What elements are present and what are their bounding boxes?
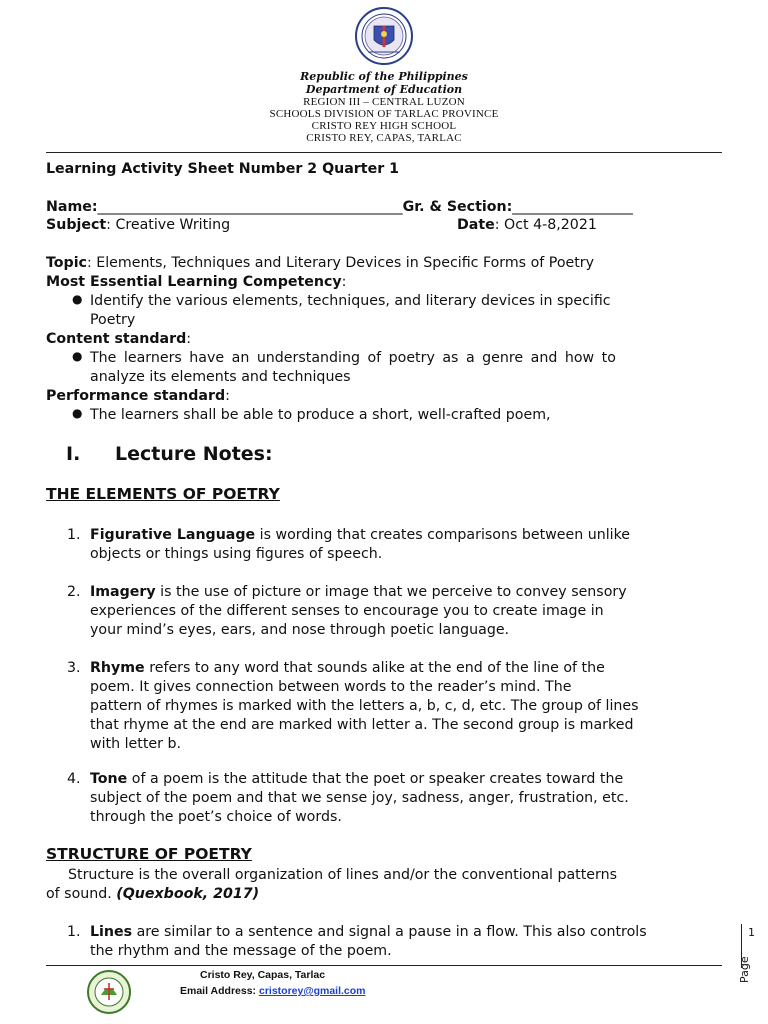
list-item-line: [90, 526, 722, 545]
list-item-line: your mind’s eyes, ears, and nose through poetic language.: [90, 622, 510, 638]
melc-bullet-line2: Poetry: [90, 312, 136, 328]
list-item-text: is wording that creates comparisons between unlike: [255, 527, 631, 543]
section-numeral: I.: [66, 443, 81, 465]
footer-email-label: Email Address:: [180, 985, 259, 997]
structure-line1: Structure is the overall organization of lines and/or the conventional patterns: [68, 867, 618, 883]
structure-line2: [46, 885, 259, 904]
list-item-text: refers to any word that sounds alike at the end of the line of the: [144, 660, 605, 676]
list-item-line: with letter b.: [90, 736, 181, 752]
page-label: Page: [738, 956, 751, 983]
content-standard-colon: :: [186, 331, 192, 347]
footer-email-link[interactable]: cristorey@gmail.com: [258, 985, 366, 997]
content-standard-line1: The learners have an understanding of poetry as a genre and how to: [90, 350, 616, 366]
header-rule: [46, 152, 722, 153]
performance-standard-bullet: The learners shall be able to produce a short, well-crafted poem,: [90, 407, 551, 423]
content-standard-label: Content standard: [46, 331, 187, 347]
content-standard-line2: analyze its elements and techniques: [90, 369, 351, 385]
list-item-line: the rhythm and the message of the poem.: [90, 943, 392, 959]
page-number: 1: [748, 926, 755, 939]
list-item-line: [90, 659, 722, 678]
list-item-line: experiences of the different senses to encourage you to create image in: [90, 603, 604, 619]
term-figurative-language: Figurative Language: [90, 527, 256, 543]
deped-seal-logo: [354, 6, 414, 66]
bullet-icon: ●: [72, 349, 83, 363]
section-title: Lecture Notes:: [115, 443, 273, 465]
date-value: : Oct 4-8,2021: [494, 217, 597, 233]
topic-row: [46, 254, 594, 273]
list-item-text: is the use of picture or image that we perceive to convey sensory: [155, 584, 627, 600]
performance-standard-heading: [46, 387, 230, 406]
header-address: CRISTO REY, CAPAS, TARLAC: [306, 132, 462, 144]
subject-row: [46, 216, 230, 235]
name-row: [46, 198, 633, 217]
grade-section-blank[interactable]: _________________: [512, 199, 633, 215]
header-division: SCHOOLS DIVISION OF TARLAC PROVINCE: [269, 108, 499, 120]
header-region: REGION III – CENTRAL LUZON: [303, 96, 465, 108]
elements-heading: THE ELEMENTS OF POETRY: [46, 485, 280, 503]
list-item-text: of a poem is the attitude that the poet or speaker creates toward the: [127, 771, 624, 787]
bullet-icon: ●: [72, 292, 83, 306]
footer-rule: [46, 965, 722, 966]
list-number: 1.: [67, 527, 81, 543]
header-department: Department of Education: [305, 83, 463, 96]
date-row: [457, 216, 597, 235]
citation: (Quexbook, 2017): [116, 886, 260, 902]
subject-label: Subject: [46, 217, 107, 233]
topic-label: Topic: [46, 255, 87, 271]
structure-heading: STRUCTURE OF POETRY: [46, 845, 252, 863]
term-lines: Lines: [90, 924, 133, 940]
list-number: 2.: [67, 584, 81, 600]
subject-value: : Creative Writing: [106, 217, 231, 233]
melc-bullet-line1: Identify the various elements, techniques, and literary devices in specific: [90, 293, 611, 309]
list-item-line: objects or things using figures of speech.: [90, 546, 383, 562]
list-item-line: subject of the poem and that we sense joy, sadness, anger, frustration, etc.: [90, 790, 629, 806]
footer-address: Cristo Rey, Capas, Tarlac: [200, 969, 326, 981]
structure-line2-text: of sound.: [46, 886, 117, 902]
performance-standard-label: Performance standard: [46, 388, 226, 404]
school-seal-logo: [86, 969, 132, 1015]
footer-email-row: [180, 985, 366, 997]
term-rhyme: Rhyme: [90, 660, 145, 676]
grade-section-label: Gr. & Section:: [402, 199, 513, 215]
list-item-text: are similar to a sentence and signal a pause in a flow. This also controls: [132, 924, 647, 940]
list-item-line: pattern of rhymes is marked with the letters a, b, c, d, etc. The group of lines: [90, 698, 639, 714]
list-item-line: [90, 583, 722, 602]
date-label: Date: [457, 217, 495, 233]
header-republic: Republic of the Philippines: [300, 70, 468, 83]
header-school: CRISTO REY HIGH SCHOOL: [311, 120, 457, 132]
list-item-line: that rhyme at the end are marked with letter a. The second group is marked: [90, 717, 634, 733]
name-label: Name:: [46, 199, 98, 215]
name-blank[interactable]: ___________________________________________: [97, 199, 403, 215]
list-number: 4.: [67, 771, 81, 787]
melc-heading: [46, 273, 346, 292]
list-item-line: [90, 923, 726, 942]
content-standard-heading: [46, 330, 191, 349]
melc-colon: :: [341, 274, 347, 290]
performance-standard-colon: :: [225, 388, 230, 404]
list-number: 1.: [67, 924, 81, 940]
term-imagery: Imagery: [90, 584, 156, 600]
list-item-line: poem. It gives connection between words to the reader’s mind. The: [90, 679, 572, 695]
topic-value: : Elements, Techniques and Literary Devices in Specific Forms of Poetry: [86, 255, 595, 271]
bullet-icon: ●: [72, 406, 83, 420]
list-item-line: through the poet’s choice of words.: [90, 809, 342, 825]
sheet-title: Learning Activity Sheet Number 2 Quarter 1: [46, 161, 400, 177]
list-item-line: [90, 770, 722, 789]
term-tone: Tone: [90, 771, 128, 787]
melc-label: Most Essential Learning Competency: [46, 274, 342, 290]
list-number: 3.: [67, 660, 81, 676]
